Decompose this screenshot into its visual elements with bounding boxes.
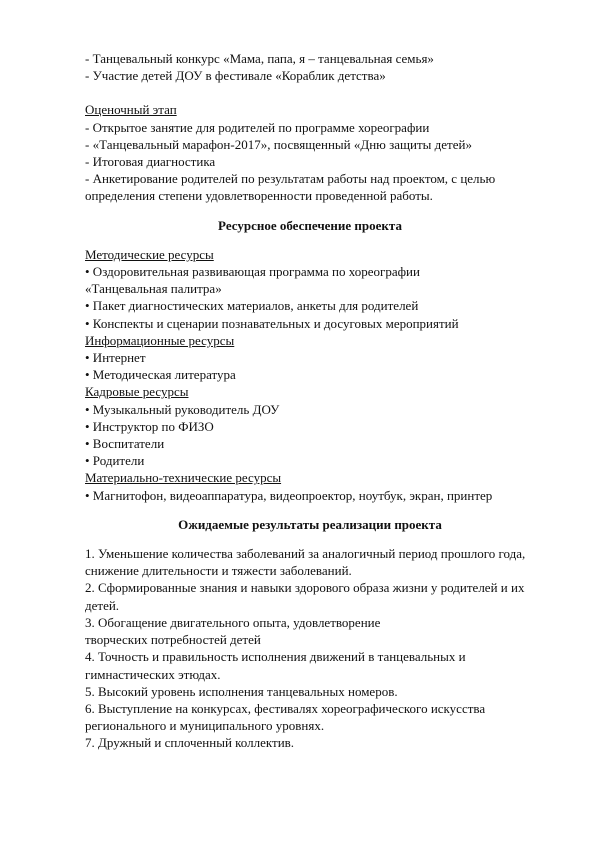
resource-group-title: Кадровые ресурсы: [85, 384, 189, 400]
resource-item: • Воспитатели: [85, 436, 165, 452]
resource-item: • Магнитофон, видеоаппаратура, видеопроектор, ноутбук, экран, принтер: [85, 487, 493, 503]
result-item: 6. Выступление на конкурсах, фестивалях хореографического искусства регионального и муниципального уровнях.: [85, 700, 486, 734]
resource-group-title: Методические ресурсы: [85, 246, 214, 262]
resource-item: • Конспекты и сценарии познавательных и досуговых мероприятий: [85, 315, 459, 331]
result-item: 4. Точность и правильность исполнения движений в танцевальных и гимнастических этюдах.: [85, 649, 466, 682]
resource-item: • Инструктор по ФИЗО: [85, 418, 214, 434]
result-item: 7. Дружный и сплоченный коллектив.: [85, 735, 295, 751]
result-item: 2. Сформированные знания и навыки здорового образа жизни у родителей и их детей.: [85, 580, 525, 613]
evaluation-item: - Итоговая диагностика: [85, 154, 216, 170]
resources-heading: Ресурсное обеспечение проекта: [218, 217, 402, 233]
result-item: 1. Уменьшение количества заболеваний за аналогичный период прошлого года, снижение длительности и тяжести заболеваний.: [85, 546, 526, 579]
evaluation-item: - Анкетирование родителей по результатам работы над проектом, с целью определения степени удовлетворенности проведенной работы.: [85, 171, 496, 204]
intro-item: - Танцевальный конкурс «Мама, папа, я – танцевальная семья»: [85, 51, 434, 66]
document-page: [85, 50, 545, 752]
resource-group-title: Информационные ресурсы: [85, 332, 235, 348]
evaluation-item: - Открытое занятие для родителей по программе хореографии: [85, 119, 430, 135]
result-item: 5. Высокий уровень исполнения танцевальных номеров.: [85, 683, 398, 699]
resource-item: • Родители: [85, 453, 145, 469]
resource-item: • Методическая литература: [85, 367, 236, 383]
resource-item: • Музыкальный руководитель ДОУ: [85, 401, 280, 417]
result-item: 3. Обогащение двигательного опыта, удовлетворение творческих потребностей детей: [85, 614, 381, 648]
evaluation-item: - «Танцевальный марафон-2017», посвященный «Дню защиты детей»: [85, 136, 472, 152]
resource-item: • Интернет: [85, 350, 146, 366]
intro-item: - Участие детей ДОУ в фестивале «Кораблик детства»: [85, 68, 386, 84]
resource-item: • Пакет диагностических материалов, анкеты для родителей: [85, 298, 419, 314]
resource-item: • Оздоровительная развивающая программа по хореографии «Танцевальная палитра»: [85, 264, 420, 297]
evaluation-title: Оценочный этап: [85, 102, 177, 118]
resource-group-title: Материально-технические ресурсы: [85, 470, 282, 486]
results-heading: Ожидаемые результаты реализации проекта: [178, 516, 442, 532]
